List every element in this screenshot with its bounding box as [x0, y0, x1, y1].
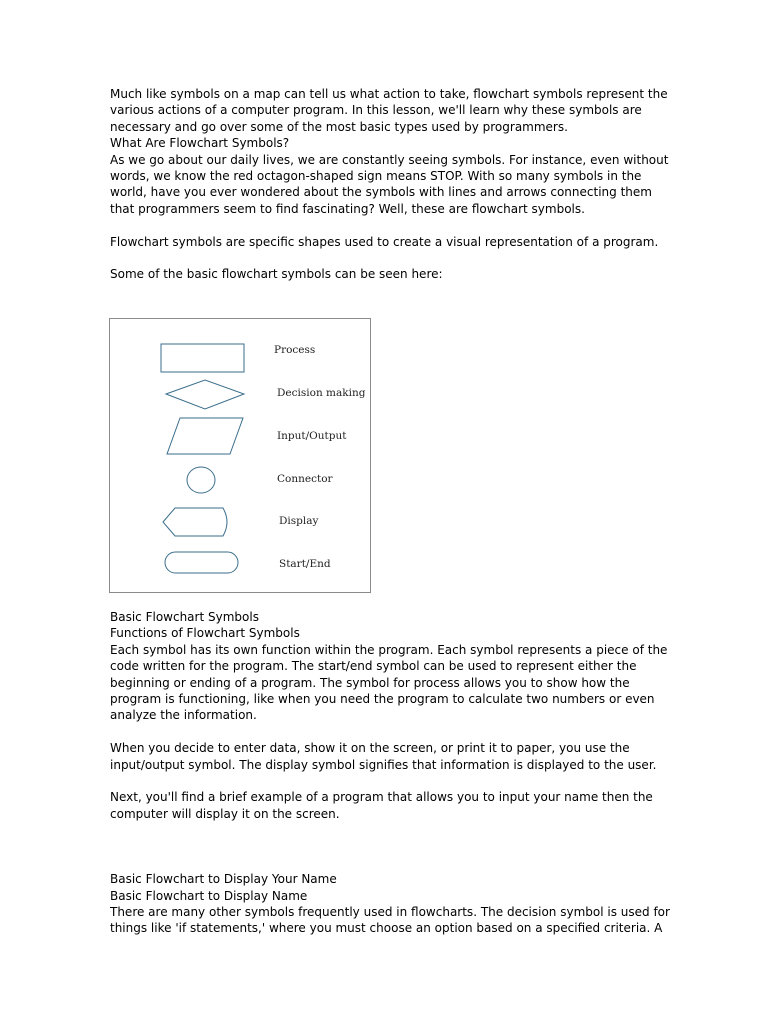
document-text-top	[110, 86, 670, 283]
section-heading-display-name: Basic Flowchart to Display Name	[110, 888, 308, 903]
input-output-label: Input/Output	[277, 430, 347, 442]
example-lead-paragraph: Next, you'll find a brief example of a program that allows you to input your name then the computer will display it on the screen.	[110, 790, 653, 821]
input-output-paragraph: When you decide to enter data, show it on the screen, or print it to paper, you use the input/output symbol. The display symbol signifies that information is displayed to the user.	[110, 741, 657, 772]
flowchart-symbols-svg	[110, 319, 372, 594]
input-output-symbol	[167, 418, 243, 454]
section-heading-what-are: What Are Flowchart Symbols?	[110, 136, 290, 151]
figure-caption-2: Basic Flowchart to Display Your Name	[110, 872, 337, 887]
section-heading-functions: Functions of Flowchart Symbols	[110, 626, 300, 641]
connector-symbol	[187, 467, 215, 493]
functions-paragraph: Each symbol has its own function within the program. Each symbol represents a piece of the code written for the program. The start/end symbol can be used to represent either the beginning or ending of a program. The symbol for process allows you to show how the program is functioning, like when you need the program to calculate two numbers or even analyze the information.	[110, 642, 668, 723]
flowchart-symbols-figure	[109, 318, 371, 593]
intro-paragraph: Much like symbols on a map can tell us what action to take, flowchart symbols represent the various actions of a computer program. In this lesson, we'll learn why these symbols are necessary and go over some of the most basic types used by programmers.	[110, 87, 668, 134]
connector-label: Connector	[277, 473, 333, 485]
document-text-bottom	[110, 609, 670, 937]
display-symbol	[163, 508, 227, 536]
start-end-label: Start/End	[279, 558, 331, 570]
decision-label: Decision making	[277, 387, 366, 399]
definition-paragraph: Flowchart symbols are specific shapes used to create a visual representation of a program.	[110, 234, 659, 249]
decision-symbol	[166, 380, 244, 409]
process-label: Process	[274, 344, 316, 356]
symbols-lead-paragraph: Some of the basic flowchart symbols can be seen here:	[110, 267, 443, 282]
process-symbol	[161, 344, 244, 372]
display-label: Display	[279, 515, 319, 527]
figure-caption: Basic Flowchart Symbols	[110, 610, 259, 624]
intro-paragraph-2: As we go about our daily lives, we are constantly seeing symbols. For instance, even without words, we know the red octagon-shaped sign means STOP. With so many symbols in the world, have you ever wondered about the symbols with lines and arrows connecting them that programmers seem to find fascinating? Well, these are flowchart symbols.	[110, 152, 669, 216]
decision-paragraph: There are many other symbols frequently used in flowcharts. The decision symbol is used for things like 'if statements,' where you must choose an option based on a specified criteria. A	[110, 905, 670, 936]
terminator-symbol	[165, 552, 238, 573]
